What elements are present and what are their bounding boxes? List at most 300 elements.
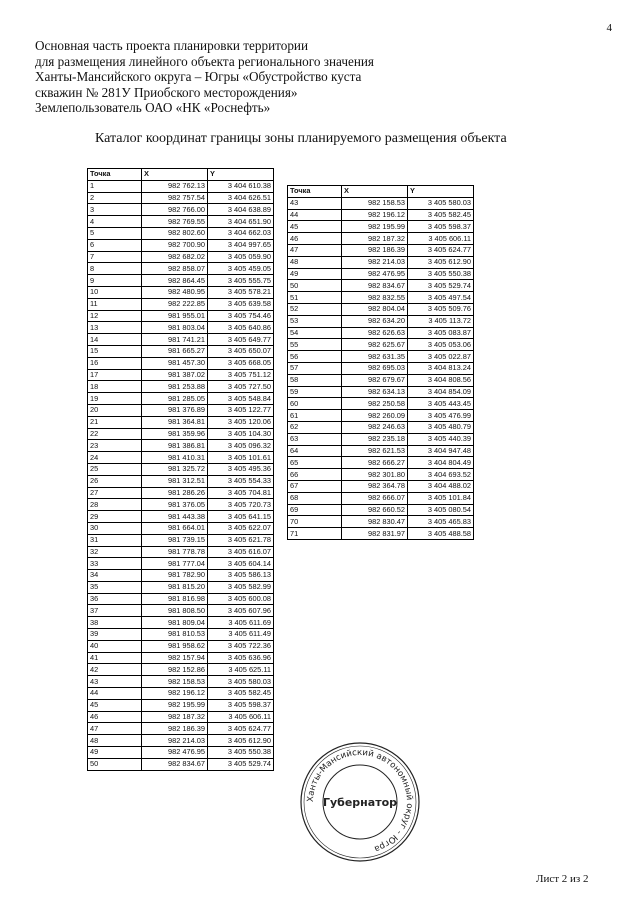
cell-y: 3 405 616.07 (208, 546, 274, 558)
cell-x: 982 834.67 (342, 280, 408, 292)
cell-x: 981 809.04 (142, 617, 208, 629)
cell-y: 3 405 640.86 (208, 322, 274, 334)
cell-point: 8 (88, 263, 142, 275)
table-row (88, 688, 274, 700)
cell-x: 981 803.04 (142, 322, 208, 334)
cell-y: 3 405 722.36 (208, 640, 274, 652)
catalog-title: Каталог координат границы зоны планируемого размещения объекта (95, 131, 507, 146)
table-row (88, 251, 274, 263)
cell-point: 56 (288, 351, 342, 363)
cell-x: 981 325.72 (142, 463, 208, 475)
cell-y: 3 405 022.87 (408, 351, 474, 363)
cell-point: 65 (288, 457, 342, 469)
table-row (88, 334, 274, 346)
table-row (288, 374, 474, 386)
cell-x: 982 214.03 (342, 256, 408, 268)
document-header (35, 38, 455, 116)
table-row (288, 528, 474, 540)
cell-point: 3 (88, 204, 142, 216)
cell-y: 3 404 662.03 (208, 227, 274, 239)
cell-x: 982 695.03 (342, 362, 408, 374)
cell-x: 981 665.27 (142, 345, 208, 357)
cell-point: 36 (88, 593, 142, 605)
cell-point: 13 (88, 322, 142, 334)
cell-y: 3 405 509.76 (408, 303, 474, 315)
table-row (288, 469, 474, 481)
table-row (88, 286, 274, 298)
cell-y: 3 405 550.38 (408, 268, 474, 280)
cell-x: 982 186.39 (142, 723, 208, 735)
table-row (88, 357, 274, 369)
table-row (288, 445, 474, 457)
cell-x: 982 186.39 (342, 244, 408, 256)
cell-y: 3 405 606.11 (208, 711, 274, 723)
cell-point: 67 (288, 480, 342, 492)
table-row (88, 570, 274, 582)
cell-y: 3 405 621.78 (208, 534, 274, 546)
cell-x: 981 376.05 (142, 499, 208, 511)
cell-point: 23 (88, 440, 142, 452)
cell-x: 982 834.67 (142, 758, 208, 770)
column-header-y: Y (408, 186, 474, 198)
header-line: для размещения линейного объекта регионального значения (35, 53, 374, 69)
cell-x: 982 476.95 (142, 747, 208, 759)
cell-y: 3 405 612.90 (208, 735, 274, 747)
cell-y: 3 405 495.36 (208, 463, 274, 475)
cell-x: 981 410.31 (142, 452, 208, 464)
cell-x: 981 253.88 (142, 381, 208, 393)
cell-point: 42 (88, 664, 142, 676)
cell-x: 982 187.32 (342, 233, 408, 245)
table-row (88, 216, 274, 228)
cell-y: 3 405 625.11 (208, 664, 274, 676)
cell-x: 982 832.55 (342, 292, 408, 304)
cell-point: 6 (88, 239, 142, 251)
cell-y: 3 404 854.09 (408, 386, 474, 398)
table-row (88, 664, 274, 676)
cell-point: 22 (88, 428, 142, 440)
table-row (88, 263, 274, 275)
table-row (288, 280, 474, 292)
cell-x: 982 187.32 (142, 711, 208, 723)
cell-point: 54 (288, 327, 342, 339)
table-header-row (288, 186, 474, 198)
cell-y: 3 404 947.48 (408, 445, 474, 457)
table-row (88, 381, 274, 393)
cell-x: 982 802.60 (142, 227, 208, 239)
header-line: Основная часть проекта планировки территории (35, 38, 309, 53)
cell-y: 3 405 578.21 (208, 286, 274, 298)
cell-y: 3 405 550.38 (208, 747, 274, 759)
cell-x: 981 741.21 (142, 334, 208, 346)
cell-y: 3 405 113.72 (408, 315, 474, 327)
cell-x: 982 666.27 (342, 457, 408, 469)
cell-y: 3 404 488.02 (408, 480, 474, 492)
cell-point: 50 (288, 280, 342, 292)
cell-y: 3 405 480.79 (408, 421, 474, 433)
cell-y: 3 405 668.05 (208, 357, 274, 369)
cell-x: 982 766.00 (142, 204, 208, 216)
column-header-x: X (342, 186, 408, 198)
cell-x: 982 864.45 (142, 275, 208, 287)
cell-y: 3 405 101.84 (408, 492, 474, 504)
cell-x: 981 359.96 (142, 428, 208, 440)
cell-point: 34 (88, 570, 142, 582)
cell-x: 982 660.52 (342, 504, 408, 516)
cell-point: 38 (88, 617, 142, 629)
cell-y: 3 405 720.73 (208, 499, 274, 511)
cell-point: 40 (88, 640, 142, 652)
cell-y: 3 405 611.69 (208, 617, 274, 629)
cell-point: 41 (88, 652, 142, 664)
table-row (88, 416, 274, 428)
cell-point: 71 (288, 528, 342, 540)
cell-point: 60 (288, 398, 342, 410)
table-row (88, 558, 274, 570)
cell-y: 3 405 459.05 (208, 263, 274, 275)
cell-y: 3 405 529.74 (208, 758, 274, 770)
table-row (88, 227, 274, 239)
cell-point: 49 (88, 747, 142, 759)
table-row (88, 581, 274, 593)
table-row (288, 398, 474, 410)
cell-x: 981 312.51 (142, 475, 208, 487)
cell-point: 25 (88, 463, 142, 475)
table-row (288, 327, 474, 339)
table-row (88, 758, 274, 770)
cell-point: 10 (88, 286, 142, 298)
cell-x: 981 955.01 (142, 310, 208, 322)
cell-x: 981 457.30 (142, 357, 208, 369)
seal-ring-text: Ханты-Мансийский автономный округ - Югра (305, 747, 415, 854)
cell-y: 3 405 122.77 (208, 404, 274, 416)
cell-point: 17 (88, 369, 142, 381)
table-row (88, 617, 274, 629)
cell-y: 3 405 754.46 (208, 310, 274, 322)
cell-y: 3 404 626.51 (208, 192, 274, 204)
table-row (288, 268, 474, 280)
cell-x: 981 810.53 (142, 629, 208, 641)
cell-point: 29 (88, 511, 142, 523)
table-row (88, 534, 274, 546)
cell-y: 3 405 443.45 (408, 398, 474, 410)
cell-x: 981 286.26 (142, 487, 208, 499)
cell-x: 981 664.01 (142, 522, 208, 534)
cell-y: 3 404 693.52 (408, 469, 474, 481)
seal-center-text: Губернатор (322, 796, 398, 809)
table-row (88, 605, 274, 617)
cell-y: 3 405 604.14 (208, 558, 274, 570)
cell-y: 3 404 610.38 (208, 180, 274, 192)
cell-x: 982 621.53 (342, 445, 408, 457)
cell-point: 52 (288, 303, 342, 315)
cell-x: 982 634.13 (342, 386, 408, 398)
cell-x: 982 246.63 (342, 421, 408, 433)
cell-point: 20 (88, 404, 142, 416)
cell-x: 982 769.55 (142, 216, 208, 228)
cell-x: 981 778.78 (142, 546, 208, 558)
cell-x: 981 816.98 (142, 593, 208, 605)
cell-point: 12 (88, 310, 142, 322)
cell-point: 30 (88, 522, 142, 534)
cell-x: 982 682.02 (142, 251, 208, 263)
cell-point: 64 (288, 445, 342, 457)
cell-point: 47 (288, 244, 342, 256)
cell-point: 32 (88, 546, 142, 558)
sheet-footer: Лист 2 из 2 (536, 873, 589, 885)
cell-y: 3 405 582.99 (208, 581, 274, 593)
cell-x: 982 235.18 (342, 433, 408, 445)
cell-point: 58 (288, 374, 342, 386)
cell-x: 982 762.13 (142, 180, 208, 192)
table-row (288, 362, 474, 374)
cell-x: 981 364.81 (142, 416, 208, 428)
table-row (88, 369, 274, 381)
cell-y: 3 405 053.06 (408, 339, 474, 351)
cell-y: 3 405 598.37 (408, 221, 474, 233)
cell-point: 53 (288, 315, 342, 327)
cell-y: 3 404 813.24 (408, 362, 474, 374)
table-row (88, 428, 274, 440)
cell-y: 3 405 580.03 (208, 676, 274, 688)
cell-y: 3 405 120.06 (208, 416, 274, 428)
cell-x: 982 214.03 (142, 735, 208, 747)
table-row (288, 504, 474, 516)
table-row (288, 209, 474, 221)
cell-x: 982 631.35 (342, 351, 408, 363)
cell-point: 26 (88, 475, 142, 487)
cell-point: 4 (88, 216, 142, 228)
cell-y: 3 404 808.56 (408, 374, 474, 386)
cell-y: 3 405 751.12 (208, 369, 274, 381)
cell-y: 3 405 727.50 (208, 381, 274, 393)
cell-point: 19 (88, 393, 142, 405)
cell-x: 982 804.04 (342, 303, 408, 315)
cell-y: 3 405 622.07 (208, 522, 274, 534)
cell-y: 3 405 636.96 (208, 652, 274, 664)
cell-y: 3 405 582.45 (208, 688, 274, 700)
table-row (288, 339, 474, 351)
table-row (88, 499, 274, 511)
cell-point: 35 (88, 581, 142, 593)
cell-x: 982 196.12 (142, 688, 208, 700)
table-row (288, 492, 474, 504)
cell-point: 68 (288, 492, 342, 504)
column-header-y: Y (208, 169, 274, 181)
cell-x: 982 158.53 (142, 676, 208, 688)
cell-x: 982 830.47 (342, 516, 408, 528)
cell-y: 3 405 600.08 (208, 593, 274, 605)
cell-y: 3 404 638.89 (208, 204, 274, 216)
cell-x: 982 250.58 (342, 398, 408, 410)
cell-point: 2 (88, 192, 142, 204)
cell-y: 3 405 555.75 (208, 275, 274, 287)
cell-point: 44 (88, 688, 142, 700)
cell-x: 982 222.85 (142, 298, 208, 310)
cell-point: 61 (288, 410, 342, 422)
cell-y: 3 405 554.33 (208, 475, 274, 487)
table-row (288, 480, 474, 492)
cell-y: 3 405 612.90 (408, 256, 474, 268)
cell-point: 37 (88, 605, 142, 617)
cell-point: 70 (288, 516, 342, 528)
table-row (88, 699, 274, 711)
cell-y: 3 405 440.39 (408, 433, 474, 445)
cell-point: 46 (88, 711, 142, 723)
cell-point: 28 (88, 499, 142, 511)
cell-y: 3 405 606.11 (408, 233, 474, 245)
cell-y: 3 404 651.90 (208, 216, 274, 228)
cell-point: 49 (288, 268, 342, 280)
table-row (288, 233, 474, 245)
cell-point: 18 (88, 381, 142, 393)
table-row (88, 735, 274, 747)
cell-y: 3 404 804.49 (408, 457, 474, 469)
table-row (88, 192, 274, 204)
cell-x: 981 739.15 (142, 534, 208, 546)
table-row (288, 457, 474, 469)
table-row (288, 303, 474, 315)
cell-y: 3 405 476.99 (408, 410, 474, 422)
cell-x: 982 480.95 (142, 286, 208, 298)
header-line: Землепользователь ОАО «НК «Роснефть» (35, 100, 271, 116)
cell-point: 43 (88, 676, 142, 688)
header-line: Ханты-Мансийского округа – Югры «Обустройство куста (35, 69, 362, 85)
cell-point: 55 (288, 339, 342, 351)
cell-point: 5 (88, 227, 142, 239)
table-row (288, 386, 474, 398)
table-row (88, 452, 274, 464)
cell-point: 47 (88, 723, 142, 735)
table-row (288, 410, 474, 422)
cell-y: 3 405 059.90 (208, 251, 274, 263)
cell-x: 981 782.90 (142, 570, 208, 582)
cell-x: 981 376.89 (142, 404, 208, 416)
table-row (88, 652, 274, 664)
cell-point: 51 (288, 292, 342, 304)
cell-point: 48 (288, 256, 342, 268)
cell-point: 43 (288, 197, 342, 209)
cell-y: 3 405 649.77 (208, 334, 274, 346)
table-row (88, 511, 274, 523)
cell-y: 3 405 582.45 (408, 209, 474, 221)
table-row (88, 723, 274, 735)
cell-point: 59 (288, 386, 342, 398)
cell-point: 11 (88, 298, 142, 310)
table-row (288, 433, 474, 445)
official-seal (298, 740, 422, 864)
cell-y: 3 405 650.07 (208, 345, 274, 357)
table-row (88, 640, 274, 652)
table-row (88, 629, 274, 641)
cell-x: 982 634.20 (342, 315, 408, 327)
cell-y: 3 405 586.13 (208, 570, 274, 582)
cell-point: 31 (88, 534, 142, 546)
cell-x: 982 196.12 (342, 209, 408, 221)
cell-x: 981 285.05 (142, 393, 208, 405)
cell-x: 982 195.99 (342, 221, 408, 233)
table-row (88, 522, 274, 534)
cell-x: 982 157.94 (142, 652, 208, 664)
table-row (88, 239, 274, 251)
table-row (88, 487, 274, 499)
cell-y: 3 405 080.54 (408, 504, 474, 516)
cell-point: 15 (88, 345, 142, 357)
cell-x: 982 757.54 (142, 192, 208, 204)
cell-y: 3 405 607.96 (208, 605, 274, 617)
cell-x: 982 700.90 (142, 239, 208, 251)
cell-y: 3 405 465.83 (408, 516, 474, 528)
table-row (88, 475, 274, 487)
table-row (88, 546, 274, 558)
coordinates-table-left (87, 168, 274, 771)
table-row (288, 421, 474, 433)
cell-x: 982 301.80 (342, 469, 408, 481)
cell-x: 982 679.67 (342, 374, 408, 386)
cell-x: 981 777.04 (142, 558, 208, 570)
table-row (88, 322, 274, 334)
table-row (288, 292, 474, 304)
coordinates-table-right (287, 185, 474, 540)
table-row (288, 221, 474, 233)
header-line: скважин № 281У Приобского месторождения» (35, 84, 298, 100)
cell-y: 3 405 611.49 (208, 629, 274, 641)
cell-point: 44 (288, 209, 342, 221)
table-row (288, 516, 474, 528)
cell-x: 982 476.95 (342, 268, 408, 280)
table-row (88, 204, 274, 216)
cell-point: 66 (288, 469, 342, 481)
cell-point: 45 (88, 699, 142, 711)
table-row (88, 310, 274, 322)
cell-x: 982 626.63 (342, 327, 408, 339)
cell-point: 39 (88, 629, 142, 641)
column-header-point: Точка (88, 169, 142, 181)
table-row (288, 315, 474, 327)
cell-x: 982 625.67 (342, 339, 408, 351)
cell-y: 3 405 624.77 (408, 244, 474, 256)
cell-y: 3 405 101.61 (208, 452, 274, 464)
cell-y: 3 405 096.32 (208, 440, 274, 452)
cell-point: 57 (288, 362, 342, 374)
cell-x: 982 195.99 (142, 699, 208, 711)
cell-point: 7 (88, 251, 142, 263)
cell-x: 982 858.07 (142, 263, 208, 275)
cell-x: 982 666.07 (342, 492, 408, 504)
cell-x: 982 152.86 (142, 664, 208, 676)
cell-x: 981 958.62 (142, 640, 208, 652)
cell-y: 3 405 104.30 (208, 428, 274, 440)
page-number: 4 (606, 22, 612, 34)
table-row (88, 298, 274, 310)
cell-y: 3 405 624.77 (208, 723, 274, 735)
cell-point: 45 (288, 221, 342, 233)
cell-x: 982 260.09 (342, 410, 408, 422)
table-row (88, 463, 274, 475)
cell-y: 3 405 497.54 (408, 292, 474, 304)
cell-y: 3 405 488.58 (408, 528, 474, 540)
cell-y: 3 404 997.65 (208, 239, 274, 251)
table-row (288, 197, 474, 209)
cell-y: 3 405 548.84 (208, 393, 274, 405)
table-row (88, 180, 274, 192)
cell-y: 3 405 529.74 (408, 280, 474, 292)
table-header-row (88, 169, 274, 181)
cell-point: 48 (88, 735, 142, 747)
cell-point: 14 (88, 334, 142, 346)
cell-x: 982 364.78 (342, 480, 408, 492)
table-row (88, 747, 274, 759)
